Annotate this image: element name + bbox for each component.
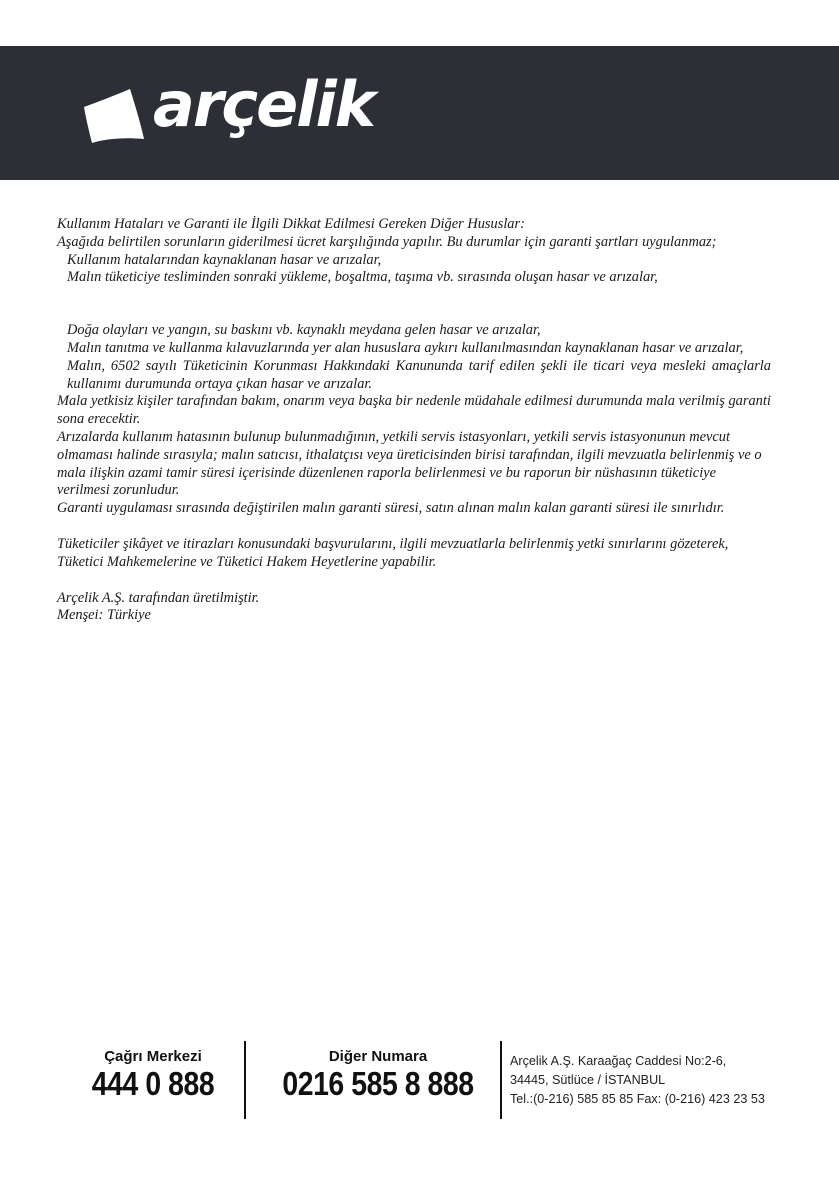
faults-paragraph: Arızalarda kullanım hatasının bulunup bulunmadığının, yetkili servis istasyonları, yetkili servis istasyonunun mevcut olmaması halinde sırasıyla; malın satıcısı, ithalatçısı veya üreticisinden birisi tarafından, ilgili mevzuatla belirlenmiş ve o mala ilişkin azami tamir süresi içerisinde düzenlenen raporla belirlenmesi ve bu raporun bir nüshasının tüketiciye verilmesi zorunludur. [57, 428, 762, 499]
call-center-label: Çağrı Merkezi [104, 1048, 202, 1065]
divider [500, 1041, 502, 1119]
address-line: Arçelik A.Ş. Karaağaç Caddesi No:2-6, [510, 1054, 727, 1068]
call-center-block [70, 1048, 236, 1102]
other-number-label: Diğer Numara [328, 1048, 428, 1065]
list-item: Kullanım hatalarından kaynaklanan hasar ve arızalar, [67, 251, 382, 268]
divider [244, 1041, 246, 1119]
list-item: Malın tüketiciye tesliminden sonraki yükleme, boşaltma, taşıma vb. sırasında oluşan hasar ve arızalar, [67, 269, 658, 286]
unauthorized-paragraph: Mala yetkisiz kişiler tarafından bakım, onarım veya başka bir nedenle müdahale edilmesi durumunda mala verilmiş garanti sona erecektir. [57, 393, 771, 428]
complaints-paragraph-2: Tüketici Mahkemelerine ve Tüketici Hakem Heyetlerine yapabilir. [57, 553, 437, 570]
complaints-paragraph-1: Tüketiciler şikâyet ve itirazları konusundaki başvurularını, ilgili mevzuatlarla belirlenmiş yetki sınırlarını gözeterek, [57, 535, 729, 552]
contact-footer [0, 1036, 839, 1126]
list-item: Malın, 6502 sayılı Tüketicinin Korunması Hakkındaki Kanununda tarif edilen şekli ile ticari veya mesleki amaçlarla kullanımı durumunda ortaya çıkan hasar ve arızalar. [67, 357, 771, 392]
origin-line: Menşei: Türkiye [57, 607, 151, 624]
section-heading: Kullanım Hataları ve Garanti ile İlgili Dikkat Edilmesi Gereken Diğer Hususlar: [57, 216, 525, 232]
other-number-value: 0216 585 8 888 [282, 1065, 474, 1102]
intro-paragraph: Aşağıda belirtilen sorunların giderilmesi ücret karşılığında yapılır. Bu durumlar için garanti şartları uygulanmaz; [57, 233, 717, 250]
warranty-text [57, 216, 771, 625]
arcelik-logo-icon [82, 87, 146, 145]
contact-phone-line: Tel.:(0-216) 585 85 85 Fax: (0-216) 423 23 53 [510, 1092, 765, 1106]
call-center-number: 444 0 888 [91, 1065, 215, 1102]
replacement-paragraph: Garanti uygulaması sırasında değiştirilen malın garanti süresi, satın alınan malın kalan garanti süresi ile sınırlıdır. [57, 500, 725, 517]
brand-header [0, 46, 839, 180]
brand-logo-text: arçelik [153, 68, 374, 141]
company-address [510, 1052, 765, 1109]
producer-line: Arçelik A.Ş. tarafından üretilmiştir. [57, 589, 260, 606]
address-line: 34445, Sütlüce / İSTANBUL [510, 1073, 666, 1087]
list-item: Doğa olayları ve yangın, su baskını vb. kaynaklı meydana gelen hasar ve arızalar, [67, 322, 541, 339]
list-item: Malın tanıtma ve kullanma kılavuzlarında yer alan hususlara aykırı kullanılmasından kaynaklanan hasar ve arızalar, [67, 339, 744, 356]
other-number-block [256, 1048, 500, 1102]
